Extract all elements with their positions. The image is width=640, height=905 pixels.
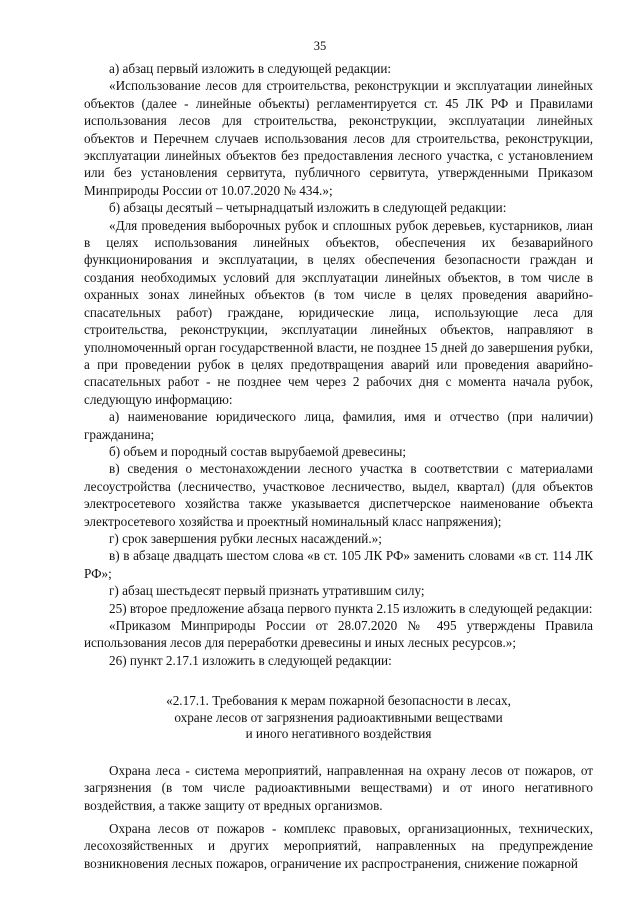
paragraph: б) абзацы десятый – четырнадцатый изложить в следующей редакции:: [109, 200, 507, 216]
paragraph: Охрана лесов от пожаров - комплекс правовых, организационных, технических, лесохозяйственных и других мероприятий, направленных на предупреждение возникновения лесных пожаров, ограничение их распространения, снижение пожарной: [84, 820, 593, 871]
paragraph: а) абзац первый изложить в следующей редакции:: [109, 61, 392, 76]
paragraph: г) абзац шестьдесят первый признать утратившим силу;: [109, 583, 425, 599]
paragraph: б) объем и породный состав вырубаемой древесины;: [109, 443, 407, 459]
paragraph: в) сведения о местонахождении лесного участка в соответствии с материалами лесоустройства (лесничество, участковое лесничество, выдел, квартал) (для объектов электросетевого хозяйства также указывается диспетчерское наименование объекта электросетевого хозяйства и проектный номинальный класс напряжения);: [84, 461, 593, 529]
paragraph: в) в абзаце двадцать шестом слова «в ст. 105 ЛК РФ» заменить словами «в ст. 114 ЛК РФ»;: [84, 548, 593, 581]
paragraph: а) наименование юридического лица, фамилия, имя и отчество (при наличии) гражданина;: [84, 409, 593, 442]
document-body: [84, 60, 593, 872]
paragraph: 26) пункт 2.17.1 изложить в следующей редакции:: [109, 652, 392, 668]
paragraph: г) срок завершения рубки лесных насаждений.»;: [109, 530, 382, 546]
heading-line: «2.17.1. Требования к мерам пожарной безопасности в лесах,: [166, 693, 511, 709]
page-number: 35: [313, 39, 327, 53]
heading-line: и иного негативного воздействия: [245, 726, 432, 742]
paragraph: 25) второе предложение абзаца первого пункта 2.15 изложить в следующей редакции:: [109, 600, 593, 616]
paragraph: «Приказом Минприроды России от 28.07.2020 № 495 утверждены Правила использования лесов для переработки древесины и иных лесных ресурсов.»;: [84, 618, 593, 651]
paragraph: «Для проведения выборочных рубок и сплошных рубок деревьев, кустарников, лиан в целях использования линейных объектов, обеспечения их безаварийного функционирования и эксплуатации, в целях обеспечения безопасности граждан и создания необходимых условий для эксплуатации линейных объектов, в том числе в охранных зонах линейных объектов (в том числе в целях проведения аварийно-спасательных работ) граждане, юридические лица, использующие леса для строительства, реконструкции, эксплуатации линейных объектов, направляют в уполномоченный орган государственной власти, не позднее 15 дней до завершения рубки, а при проведении рубок в целях предотвращения аварий или проведения аварийно-спасательных работ - не позднее чем через 2 рабочих дня с момента начала рубок, следующую информацию:: [84, 217, 593, 407]
heading-line: охране лесов от загрязнения радиоактивными веществами: [174, 709, 503, 725]
section-heading: [84, 693, 593, 743]
paragraph: «Использование лесов для строительства, реконструкции и эксплуатации линейных объектов (далее - линейные объекты) регламентируется ст. 45 ЛК РФ и Правилами использования лесов для строительства, реконструкции, эксплуатации линейных объектов и Перечнем случаев использования лесов для строительства, реконструкции, эксплуатации линейных объектов без предоставления лесного участка, с установлением или без установления сервитута, публичного сервитута, утвержденными Приказом Минприроды России от 10.07.2020 № 434.»;: [84, 78, 593, 198]
paragraph: Охрана леса - система мероприятий, направленная на охрану лесов от пожаров, от загрязнения (в том числе радиоактивными веществами) и от иного негативного воздействия, а также защиту от вредных организмов.: [84, 762, 593, 813]
